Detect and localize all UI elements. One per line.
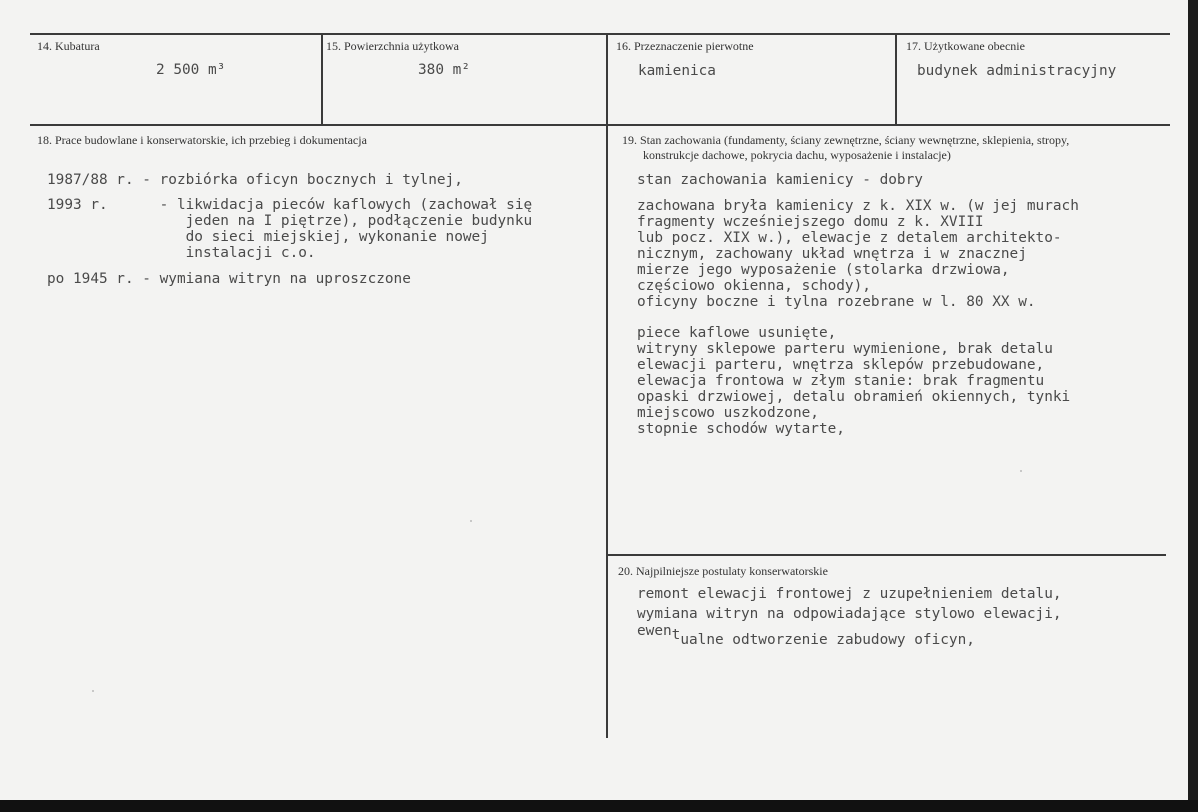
- scan-edge-right: [1188, 0, 1198, 812]
- field-20-label: 20. Najpilniejsze postulaty konserwatorskie: [618, 564, 828, 578]
- field-18-entry: 1987/88 r. - rozbiórka oficyn bocznych i tylnej,: [47, 172, 463, 188]
- middle-rule: [30, 124, 1170, 126]
- field-19-label: 19. Stan zachowania (fundamenty, ściany zewnętrzne, ściany wewnętrzne, sklepienia, stropy,: [622, 133, 1070, 147]
- field-14-value: 2 500 m³: [156, 62, 226, 78]
- scan-edge-bottom: [0, 800, 1198, 812]
- field-19-paragraph: piece kaflowe usunięte, witryny sklepowe parteru wymienione, brak detalu elewacji parteru, wnętrza sklepów przebudowane, elewacja frontowa w złym stanie: brak fragmentu opaski drzwiowej, detalu obramień okiennych, tynki miejscowo uszkodzone, stopnie schodów wytarte,: [637, 325, 1071, 437]
- field-20-line3-prefix: ewen: [637, 623, 672, 639]
- field-16-value: kamienica: [638, 63, 716, 79]
- field-14-label: 14. Kubatura: [37, 39, 100, 53]
- field-16-label: 16. Przeznaczenie pierwotne: [616, 39, 754, 53]
- field-20-line3-rest: ualne odtworzenie zabudowy oficyn,: [680, 632, 975, 648]
- field-15-value: 380 m²: [418, 62, 470, 78]
- top-rule: [30, 33, 1170, 35]
- section-20-rule: [606, 554, 1166, 556]
- field-20-line: remont elewacji frontowej z uzupełnieniem detalu,: [637, 586, 1062, 602]
- field-19-paragraph: stan zachowania kamienicy - dobry: [637, 172, 923, 188]
- scan-speck: [92, 690, 94, 692]
- field-17-value: budynek administracyjny: [917, 63, 1117, 79]
- scan-speck: [470, 520, 472, 522]
- scan-speck: [1020, 470, 1022, 472]
- field-19-label-continued: konstrukcje dachowe, pokrycia dachu, wyposażenie i instalacje): [643, 148, 951, 162]
- field-18-label: 18. Prace budowlane i konserwatorskie, ich przebieg i dokumentacja: [37, 133, 367, 147]
- field-20-line: [637, 623, 975, 648]
- center-divider: [606, 34, 608, 738]
- field-17-label: 17. Użytkowane obecnie: [906, 39, 1025, 53]
- field-20-line3-sub: t: [671, 627, 681, 643]
- field-15-label: 15. Powierzchnia użytkowa: [326, 39, 459, 53]
- field-18-entry: 1993 r. - likwidacja pieców kaflowych (zachował się jeden na I piętrze), podłączenie budynku do sieci miejskiej, wykonanie nowej instalacji c.o.: [47, 197, 533, 261]
- divider-16-17: [895, 34, 897, 125]
- field-19-paragraph: zachowana bryła kamienicy z k. XIX w. (w jej murach fragmenty wcześniejszego domu z k. XVIII lub pocz. XIX w.), elewacje z detalem architekto- nicznym, zachowany układ wnętrza i w znacznej mierze jego wyposażenie (stolarka drzwiowa, częściowo okienna, schody), oficyny boczne i tylna rozebrane w l. 80 XX w.: [637, 198, 1079, 310]
- divider-14-15: [321, 34, 323, 125]
- field-20-line: wymiana witryn na odpowiadające stylowo elewacji,: [637, 606, 1062, 622]
- field-18-entry: po 1945 r. - wymiana witryn na uproszczone: [47, 271, 411, 287]
